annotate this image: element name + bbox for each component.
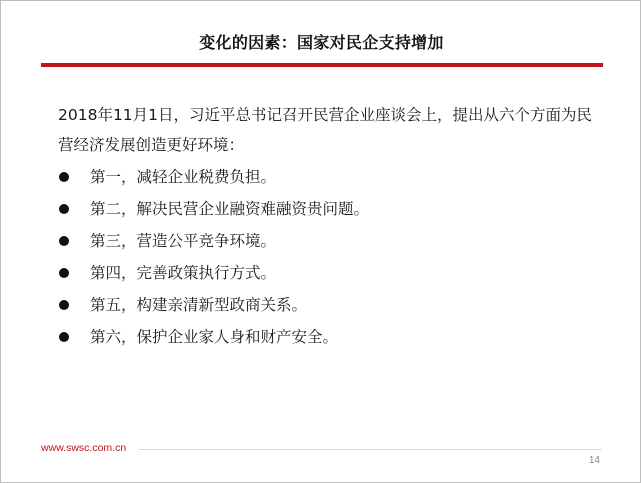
bullet-text: 第二，解决民营企业融资难融资贵问题。 bbox=[90, 200, 370, 218]
bullet-item bbox=[58, 321, 369, 353]
bullet-dot-icon bbox=[59, 300, 69, 310]
bullet-item bbox=[58, 161, 369, 193]
footer-website-link[interactable]: www.swsc.com.cn bbox=[41, 442, 127, 454]
bullet-dot-icon bbox=[59, 172, 69, 182]
intro-paragraph: 2018年11月1日，习近平总书记召开民营企业座谈会上，提出从六个方面为民营经济发展创造更好环境： bbox=[58, 106, 593, 154]
bullet-text: 第一，减轻企业税费负担。 bbox=[90, 168, 277, 186]
title-underline-bar bbox=[41, 63, 603, 67]
bullet-dot-icon bbox=[59, 204, 69, 214]
bullet-text: 第五，构建亲清新型政商关系。 bbox=[90, 296, 308, 314]
bullet-dot-icon bbox=[59, 332, 69, 342]
bullet-text: 第三，营造公平竞争环境。 bbox=[90, 232, 277, 250]
slide-title: 变化的因素：国家对民企支持增加 bbox=[199, 33, 444, 52]
bullet-dot-icon bbox=[59, 236, 69, 246]
bullet-item bbox=[58, 225, 369, 257]
bullet-item bbox=[58, 289, 369, 321]
bullet-item bbox=[58, 193, 369, 225]
bullet-list bbox=[58, 161, 369, 353]
page-number: 14 bbox=[588, 455, 600, 466]
bullet-item bbox=[58, 257, 369, 289]
bullet-text: 第六，保护企业家人身和财产安全。 bbox=[90, 328, 339, 346]
bullet-dot-icon bbox=[59, 268, 69, 278]
footer-divider bbox=[139, 449, 602, 450]
bullet-text: 第四，完善政策执行方式。 bbox=[90, 264, 277, 282]
